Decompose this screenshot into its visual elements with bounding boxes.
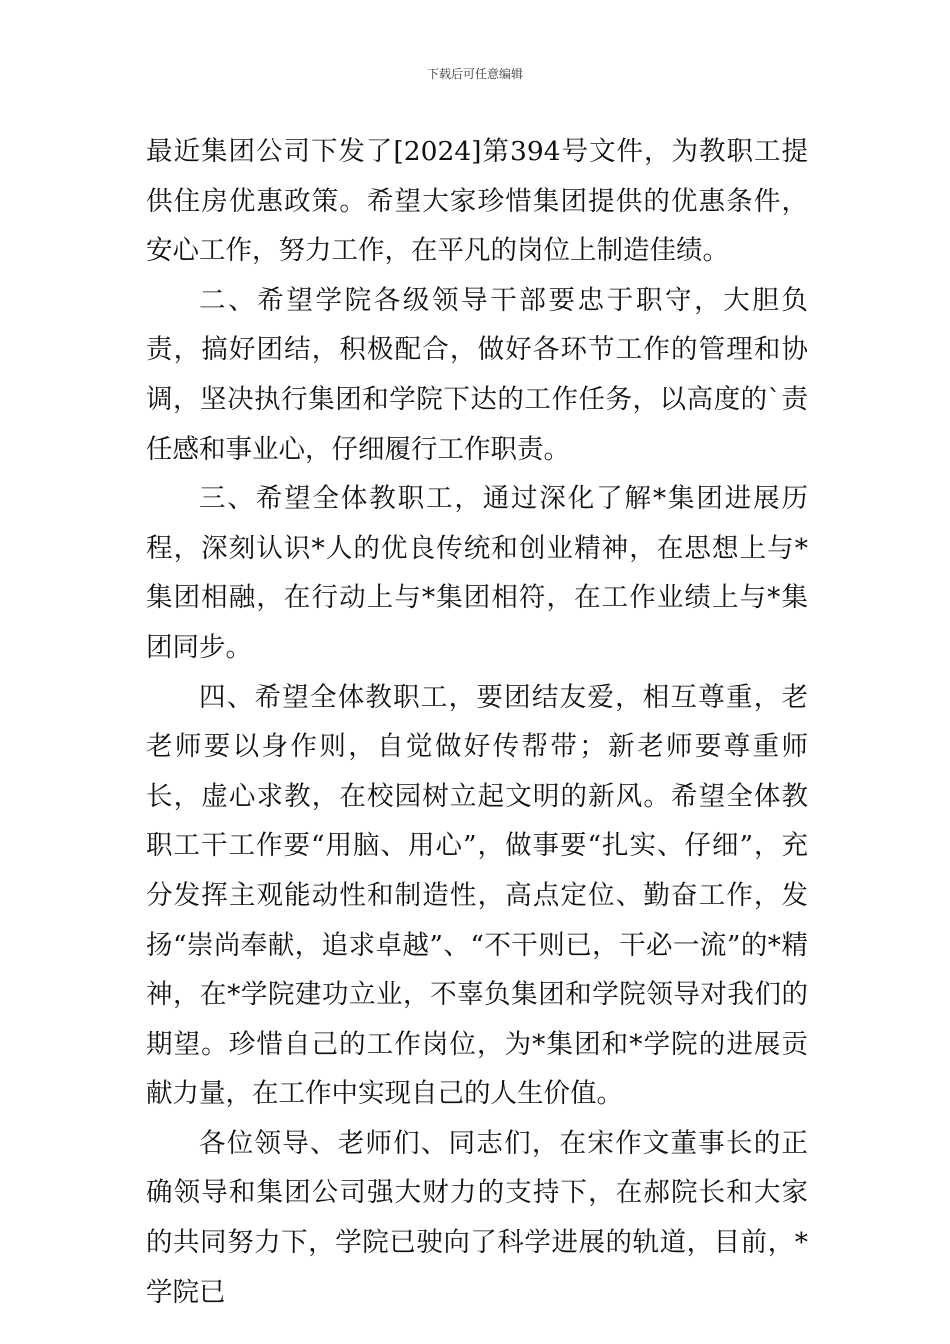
paragraph-5: 各位领导、老师们、同志们，在宋作文董事长的正确领导和集团公司强大财力的支持下，在郝院长和大家的共同努力下，学院已驶向了科学进展的轨道，目前，*学院已 [146, 1127, 808, 1308]
paragraph-2: 二、希望学院各级领导干部要忠于职守，大胆负责，搞好团结，积极配合，做好各环节工作的管理和协调，坚决执行集团和学院下达的工作任务，以高度的`责任感和事业心，仔细履行工作职责。 [146, 284, 808, 465]
paragraph-3: 三、希望全体教职工，通过深化了解*集团进展历程，深刻认识*人的优良传统和创业精神，在思想上与*集团相融，在行动上与*集团相符，在工作业绩上与*集团同步。 [146, 483, 808, 663]
paragraph-1: 最近集团公司下发了[2024]第394号文件，为教职工提供住房优惠政策。希望大家珍惜集团提供的优惠条件，安心工作，努力工作，在平凡的岗位上制造佳绩。 [146, 136, 808, 267]
header-note: 下载后可任意编辑 [426, 67, 523, 81]
paragraph-4: 四、希望全体教职工，要团结友爱，相互尊重，老老师要以身作则，自觉做好传帮带；新老师要尊重师长，虚心求教，在校园树立起文明的新风。希望全体教职工干工作要“用脑、用心”，做事要“扎实、仔细”，充分发挥主观能动性和制造性，高点定位、勤奋工作，发扬“崇尚奉献，追求卓越”、“不干则已，干必一流”的*精神，在*学院建功立业，不辜负集团和学院领导对我们的期望。珍惜自己的工作岗位，为*集团和*学院的进展贡献力量，在工作中实现自己的人生价值。 [146, 681, 808, 1110]
document-body [146, 127, 808, 1317]
